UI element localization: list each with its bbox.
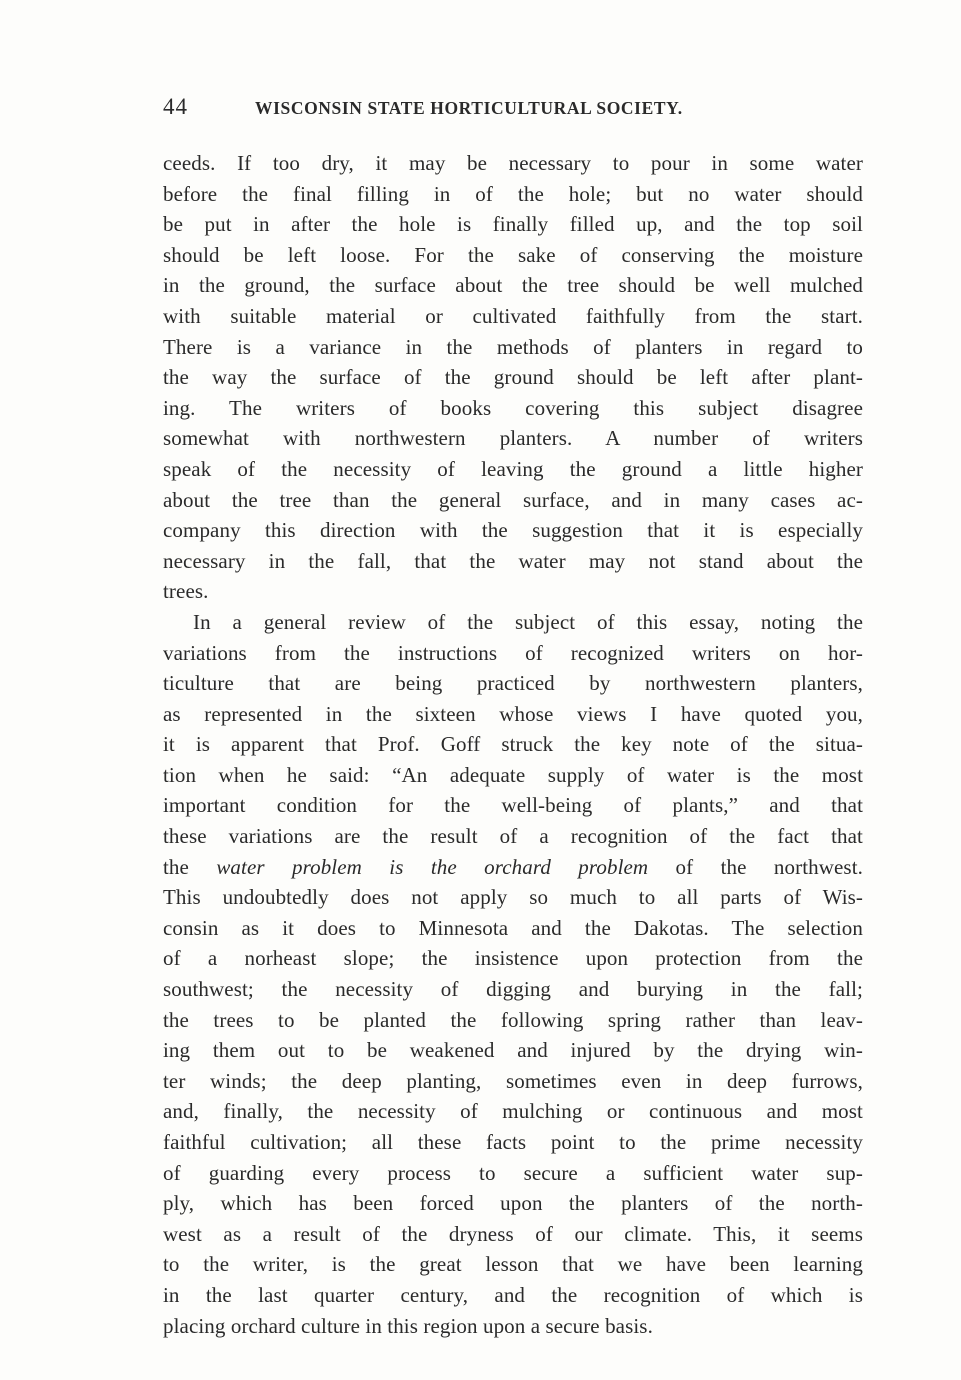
text-line: ply, which has been forced upon the planters of the north- xyxy=(163,1191,863,1216)
text-line: speak of the necessity of leaving the ground a little higher xyxy=(163,456,863,481)
text-line: faithful cultivation; all these facts point to the prime necessity xyxy=(163,1130,863,1154)
text-line: the way the surface of the ground should be left after plant- xyxy=(163,365,863,390)
text-run: the xyxy=(163,854,217,879)
text-line: in the last quarter century, and the recognition of which is xyxy=(163,1282,863,1307)
text-line: ticulture that are being practiced by northwestern planters, xyxy=(163,671,863,696)
text-line: the trees to be planted the following spring rather than leav- xyxy=(163,1007,863,1032)
text-line: should be left loose. For the sake of conserving the moisture xyxy=(163,242,863,267)
paragraph-1 xyxy=(163,148,863,607)
text-line: placing orchard culture in this region upon a secure basis. xyxy=(163,1313,653,1338)
text-line: ing. The writers of books covering this subject disagree xyxy=(163,395,863,420)
text-line: west as a result of the dryness of our climate. This, it seems xyxy=(163,1221,863,1246)
text-line: it is apparent that Prof. Goff struck the key note of the situa- xyxy=(163,732,863,757)
text-line: in the ground, the surface about the tree should be well mulched xyxy=(163,273,863,298)
text-line: This undoubtedly does not apply so much to all parts of Wis- xyxy=(163,885,863,910)
italic-run: water problem is the orchard problem xyxy=(216,854,649,879)
running-head: WISCONSIN STATE HORTICULTURAL SOCIETY. xyxy=(255,98,683,118)
text-line: before the final filling in of the hole; but no water should xyxy=(163,181,863,206)
text-line: tion when he said: “An adequate supply of water is the most xyxy=(163,762,863,787)
text-line: these variations are the result of a recognition of the fact that xyxy=(163,824,863,849)
page-number: 44 xyxy=(163,94,188,119)
text-line: necessary in the fall, that the water may not stand about the xyxy=(163,548,863,573)
text-line: and, finally, the necessity of mulching or continuous and most xyxy=(163,1099,863,1124)
text-line: ing them out to be weakened and injured by the drying win- xyxy=(163,1038,863,1063)
body-text xyxy=(163,148,863,1341)
text-line: to the writer, is the great lesson that we have been learning xyxy=(163,1252,863,1277)
page-header xyxy=(163,94,863,126)
text-line: ter winds; the deep planting, sometimes even in deep furrows, xyxy=(163,1068,863,1093)
text-line-italic xyxy=(163,852,863,883)
text-line: trees. xyxy=(163,579,209,604)
text-line: of guarding every process to secure a sufficient water sup- xyxy=(163,1160,863,1185)
text-line: somewhat with northwestern planters. A number of writers xyxy=(163,426,863,451)
text-line: consin as it does to Minnesota and the Dakotas. The selection xyxy=(163,915,863,940)
text-line: company this direction with the suggestion that it is especially xyxy=(163,518,863,543)
text-line: as represented in the sixteen whose views I have quoted you, xyxy=(163,701,863,726)
text-line: In a general review of the subject of this essay, noting the xyxy=(193,609,863,634)
text-line: with suitable material or cultivated faithfully from the start. xyxy=(163,303,863,328)
text-line: variations from the instructions of recognized writers on hor- xyxy=(163,640,863,665)
text-line: of a norheast slope; the insistence upon protection from the xyxy=(163,946,863,971)
text-line: southwest; the necessity of digging and burying in the fall; xyxy=(163,977,863,1002)
text-line: important condition for the well-being of plants,” and that xyxy=(163,793,863,818)
text-line: ceeds. If too dry, it may be necessary to pour in some water xyxy=(163,151,863,175)
text-line: be put in after the hole is finally filled up, and the top soil xyxy=(163,212,863,237)
paragraph-2 xyxy=(163,607,863,1341)
text-line: There is a variance in the methods of planters in regard to xyxy=(163,334,863,359)
text-line: about the tree than the general surface, and in many cases ac- xyxy=(163,487,863,512)
text-run: of the northwest. xyxy=(648,854,863,879)
